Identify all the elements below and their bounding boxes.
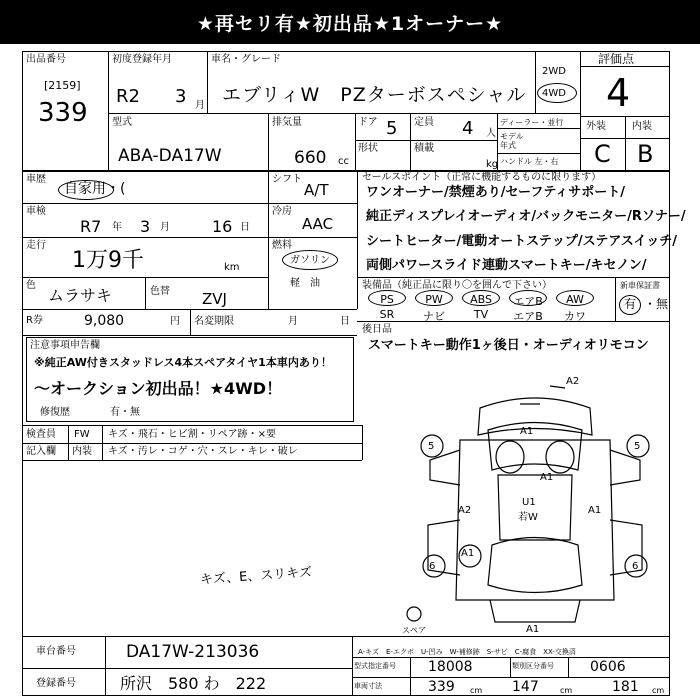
shift-value: A/T xyxy=(304,181,329,199)
equip-label: 装備品（純正品に限り〇を囲んで下さい） xyxy=(362,280,552,291)
ext-label: 外装 xyxy=(586,121,606,132)
color-value: ムラサキ xyxy=(48,286,113,305)
sales-label: セールスポイント（正常に機能するものに限ります） xyxy=(362,172,602,183)
equip-leather: カワ xyxy=(564,310,586,323)
displacement: 660 xyxy=(294,148,327,168)
inspector-label: 検査員 xyxy=(26,429,56,440)
ext-grade: C xyxy=(594,140,611,168)
car-name-label: 車名・グレード xyxy=(211,54,281,65)
doors: 5 xyxy=(386,118,398,139)
disp-label: 排気量 xyxy=(272,117,302,128)
model-label: 型式 xyxy=(112,117,132,128)
mark-u1-roof: U1 xyxy=(522,497,536,508)
warranty-yes: 有 xyxy=(624,297,637,311)
interior-head: 内装 xyxy=(72,446,92,457)
mark-5-fr: 5 xyxy=(634,441,641,452)
handwritten-note: キズ、E、スリキズ xyxy=(199,565,313,588)
warranty-no: ・無 xyxy=(644,297,669,311)
color-label: 色 xyxy=(26,280,36,291)
month-unit: 月 xyxy=(195,100,205,111)
repair-value: 有・無 xyxy=(110,407,140,418)
tax-label: 名変期限 xyxy=(194,316,234,327)
ac-value: AAC xyxy=(302,215,334,233)
int-label: 内装 xyxy=(632,121,652,132)
doors-label: ドア xyxy=(358,117,378,128)
auction-banner: ★再セリ有★初出品★1オーナー★ xyxy=(0,0,700,44)
width: 147 xyxy=(512,679,539,695)
tax-month: 月 xyxy=(288,316,298,327)
disp-unit: cc xyxy=(338,156,349,167)
load-unit: kg xyxy=(486,159,499,170)
mark-6-rr: 6 xyxy=(632,561,639,572)
km-unit: km xyxy=(224,262,240,273)
shaken-label: 車検 xyxy=(26,206,46,217)
model-code: ABA-DA17W xyxy=(118,146,222,166)
plate-number: 所沢 580 わ 222 xyxy=(120,674,267,693)
int-grade: B xyxy=(637,140,654,168)
height: 181 xyxy=(612,679,639,695)
mark-a1-left-front: A1 xyxy=(540,472,554,483)
ac-label: 冷房 xyxy=(272,206,292,217)
fw-head: FW xyxy=(74,429,90,440)
notes-line-1: ※純正AW付きスタッドレス4本スペアタイヤ1本車内あり！ xyxy=(34,356,332,369)
type-label: 型式指定番号 xyxy=(354,662,396,670)
type-value: 18008 xyxy=(428,659,473,675)
class-value: 0606 xyxy=(590,659,626,675)
recycle-fee: 9,080 xyxy=(84,313,125,329)
load-label: 積載 xyxy=(414,143,434,154)
equip-tv: TV xyxy=(473,308,489,321)
fuel-alt: 軽 油 xyxy=(290,278,320,289)
history-label: 車歴 xyxy=(26,174,46,185)
fuel-label: 燃料 xyxy=(272,240,292,251)
spare-label: スペア xyxy=(402,626,426,635)
year-unit: 年 xyxy=(112,222,122,233)
history-value: 自家用・( xyxy=(64,181,126,197)
equip-navi: ナビ xyxy=(423,310,445,323)
entry-label: 記入欄 xyxy=(26,446,56,457)
mark-a1-left-rear: A1 xyxy=(461,548,475,559)
cap-label: 定員 xyxy=(414,117,434,128)
fw-items: キズ・飛石・ヒビ割・リペア跡・×要 xyxy=(108,429,276,440)
equip-sr: SR xyxy=(379,308,395,321)
warranty-label: 新車保証書 xyxy=(620,281,660,290)
mark-6-rl: 6 xyxy=(429,561,436,572)
cm-1: cm xyxy=(470,686,483,695)
equip-airbag-2: エアB xyxy=(513,310,543,323)
handle-label: ハンドル 左・右 xyxy=(500,157,559,166)
sales-line-2: 純正ディスプレイオーディオ/バックモニター/Rソナー/ xyxy=(366,209,686,224)
dealer-label: ディーラー・並行 xyxy=(500,118,564,127)
colorno-label: 色替 xyxy=(150,286,170,297)
equip-abs: ABS xyxy=(470,293,492,306)
mark-roof-w: 若W xyxy=(518,512,538,523)
equip-pw: PW xyxy=(425,293,443,306)
notes-line-2: ～オークション初出品！★4WD！ xyxy=(34,379,283,398)
plate-label: 登録番号 xyxy=(36,678,76,689)
shaken-day: 16 xyxy=(212,217,233,236)
cm-3: cm xyxy=(652,686,665,695)
m-unit: 月 xyxy=(160,222,170,233)
sales-line-4: 両側パワースライド連動スマートキー/キセノン/ xyxy=(366,258,647,273)
lot-sub: [2159] xyxy=(44,79,81,92)
notes-label: 注意事項申告欄 xyxy=(30,340,100,351)
mileage: 1万9千 xyxy=(72,248,144,273)
drive-2wd: 2WD xyxy=(542,66,566,77)
sales-line-1: ワンオーナー/禁煙あり/セーフティサポート/ xyxy=(366,185,626,200)
mark-5-fl: 5 xyxy=(428,441,435,452)
chassis-number: DA17W-213036 xyxy=(126,642,260,662)
sales-line-3: シートヒーター/電動オートステップ/ステアスイッチ/ xyxy=(366,234,678,249)
drive-4wd: 4WD xyxy=(542,88,566,99)
chassis-label: 車台番号 xyxy=(36,646,76,657)
score-label: 評価点 xyxy=(598,52,635,66)
cm-2: cm xyxy=(560,686,573,695)
class-label: 類別区分番号 xyxy=(512,662,554,670)
mark-a2-left: A2 xyxy=(458,505,472,516)
damage-legend: A-キズ E-エクボ U-凹み W-補修跡 S-サビ C-腐食 XX-交換済 xyxy=(358,648,576,656)
shift-label: シフト xyxy=(272,174,302,185)
mark-a1-hood: A1 xyxy=(520,426,534,437)
first-reg-label: 初度登録年月 xyxy=(112,54,172,65)
dim-label: 車両寸法 xyxy=(354,682,382,690)
mileage-label: 走行 xyxy=(26,240,46,251)
mark-a1-rear: A1 xyxy=(526,624,540,635)
lot-label: 出品番号 xyxy=(26,54,66,65)
d-unit: 日 xyxy=(240,222,250,233)
shaken-month: 3 xyxy=(140,217,151,236)
repair-label: 修復歴 xyxy=(40,407,70,418)
mark-a2-top: A2 xyxy=(566,376,580,387)
car-name: エブリィW PZターボスペシャル xyxy=(222,84,527,106)
first-reg-month: 3 xyxy=(175,86,187,107)
car-damage-diagram xyxy=(400,370,670,650)
aftermarket-label: 後日品 xyxy=(362,324,392,335)
cap-unit: 人 xyxy=(486,128,496,139)
shape-label: 形状 xyxy=(358,143,378,154)
equip-ps: PS xyxy=(380,293,394,306)
mark-a1-right: A1 xyxy=(588,505,602,516)
shaken-year: R7 xyxy=(80,217,102,236)
color-code: ZVJ xyxy=(202,290,227,308)
first-reg-era: R2 xyxy=(116,86,140,107)
interior-items: キズ・汚レ・コゲ・穴・スレ・キレ・破レ xyxy=(108,446,298,457)
modelyear-label: モデル年式 xyxy=(500,132,524,150)
lot-number: 339 xyxy=(38,98,88,128)
capacity: 4 xyxy=(462,118,474,139)
aftermarket-value: スマートキー動作1ヶ後日・オーディオリモコン xyxy=(368,338,649,353)
length: 339 xyxy=(428,679,455,695)
recycle-label: R券 xyxy=(26,315,43,326)
grade-score: 4 xyxy=(606,71,631,115)
fuel-value: ガソリン xyxy=(290,255,330,266)
tax-day: 日 xyxy=(340,316,350,327)
equip-airbag: エアB xyxy=(513,295,543,308)
equip-aw: AW xyxy=(566,293,584,306)
yen-unit: 円 xyxy=(170,316,180,327)
